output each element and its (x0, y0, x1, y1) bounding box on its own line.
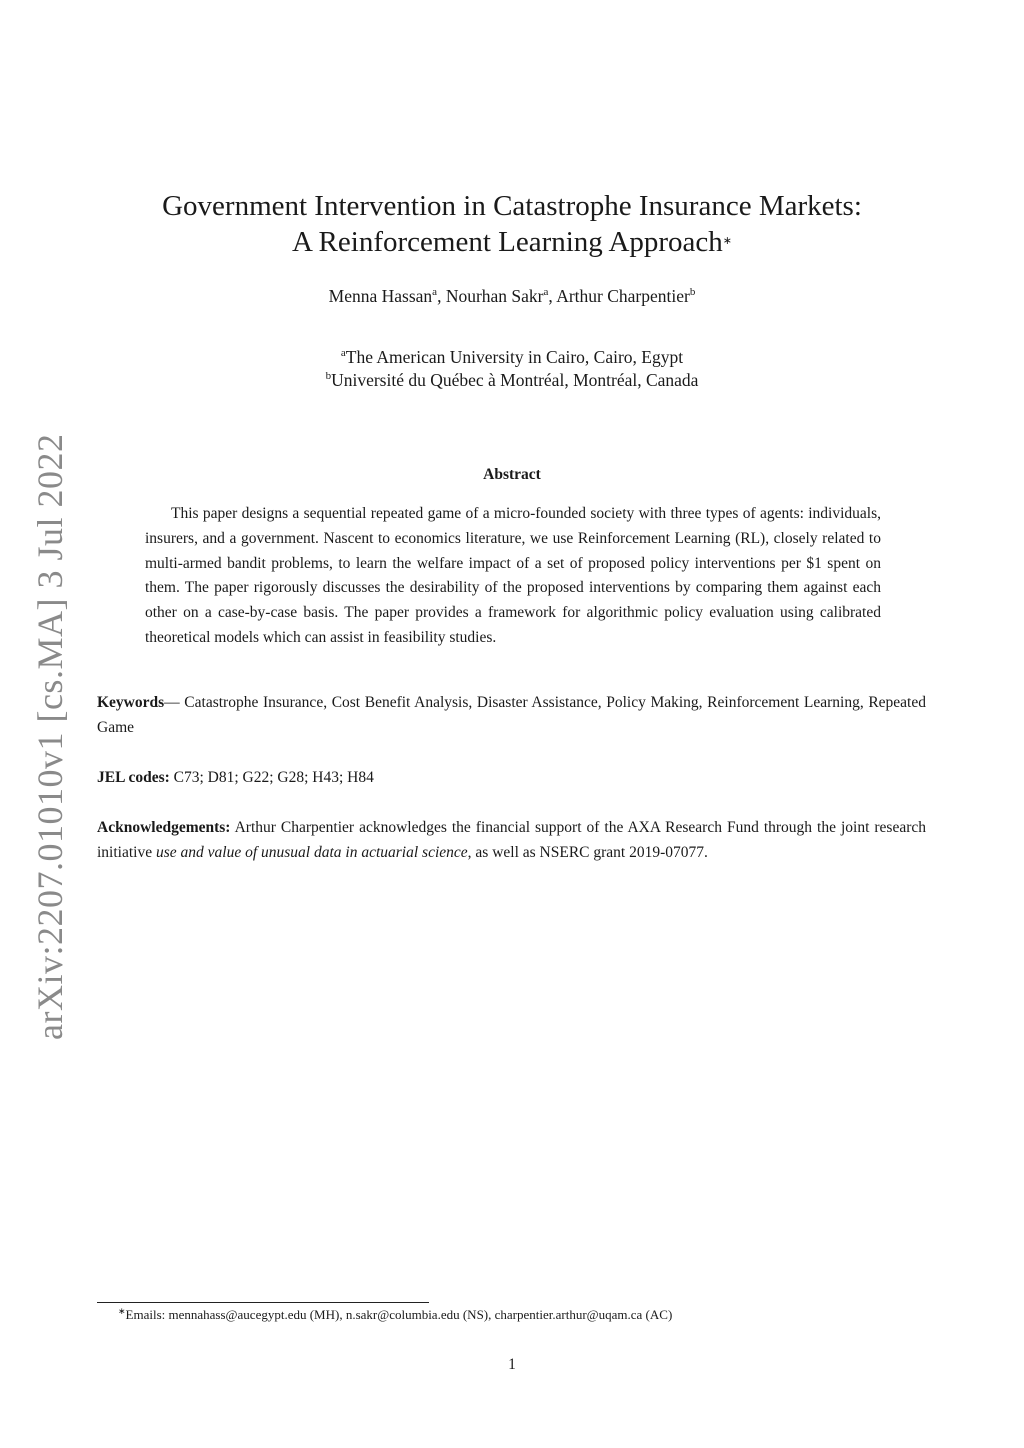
acknowledgements-label: Acknowledgements: (97, 819, 231, 836)
affiliation (100, 369, 924, 392)
title-footnote-mark: ∗ (722, 235, 733, 247)
affiliation-mark: a (340, 347, 346, 359)
author-affil-mark: a (543, 286, 549, 298)
paper-title (100, 188, 924, 260)
footnote-text: Emails: mennahass@aucegypt.edu (MH), n.sakr@columbia.edu (NS), charpentier.arthur@uqam.ca (AC) (125, 1307, 673, 1322)
affiliation-list (100, 346, 924, 392)
affiliation-mark: b (325, 370, 332, 382)
acknowledgements-paragraph (97, 816, 926, 866)
title-line-1: Government Intervention in Catastrophe Insurance Markets: (162, 190, 862, 222)
abstract-text: This paper designs a sequential repeated game of a micro-founded society with three types of agents: individuals, insurers, and a government. Nascent to economics literature, we use Reinforcement Learning (RL), closely related to multi-armed bandit problems, to learn the welfare impact of a set of proposed policy interventions per $1 spent on them. The paper rigorously discusses the desirability of the proposed interventions by comparing them against each other on a case-by-case basis. The paper provides a framework for algorithmic policy evaluation using calibrated theoretical models which can assist in feasibility studies. (145, 505, 881, 646)
affiliation-text: The American University in Cairo, Cairo, Egypt (345, 347, 684, 367)
keywords-label: Keywords (97, 694, 165, 711)
abstract-heading: Abstract (483, 466, 541, 483)
footnote (118, 1305, 924, 1325)
jel-label: JEL codes: (97, 769, 170, 786)
page-number: 1 (508, 1356, 516, 1373)
author-affil-mark: a (432, 286, 438, 298)
author-list: Menna Hassan$^a$, Nourhan Sakr$^a$, Arthur Charpentier$^b$ (328, 286, 696, 306)
author-name: Arthur Charpentier (556, 286, 690, 306)
acknowledgements-text-end: , as well as NSERC grant 2019-07077. (467, 843, 708, 861)
author-name: Menna Hassan (328, 286, 433, 306)
footnote-rule (97, 1302, 429, 1303)
arxiv-stamp: arXiv:2207.01010v1 [cs.MA] 3 Jul 2022 (30, 433, 70, 1040)
jel-text: C73; D81; G22; G28; H43; H84 (173, 769, 374, 786)
title-line-2: A Reinforcement Learning Approach (291, 226, 723, 258)
affiliation (100, 346, 924, 369)
affiliation-text: Université du Québec à Montréal, Montréal, Canada (331, 370, 699, 390)
keywords-separator: — (164, 694, 185, 711)
acknowledgements-italic: use and value of unusual data in actuarial science (155, 843, 468, 861)
author-affil-mark: b (689, 286, 696, 298)
footnote-mark: ∗ (118, 1306, 126, 1316)
keywords-paragraph (97, 691, 926, 741)
jel-codes-paragraph (97, 766, 926, 791)
author-name: Nourhan Sakr (445, 286, 544, 306)
keywords-text: Catastrophe Insurance, Cost Benefit Analysis, Disaster Assistance, Policy Making, Reinforcement Learning, Repeated Game (97, 694, 926, 736)
acknowledgements-text: Arthur Charpentier acknowledges the financial support of the AXA Research Fund through the joint research initiative (97, 819, 926, 861)
